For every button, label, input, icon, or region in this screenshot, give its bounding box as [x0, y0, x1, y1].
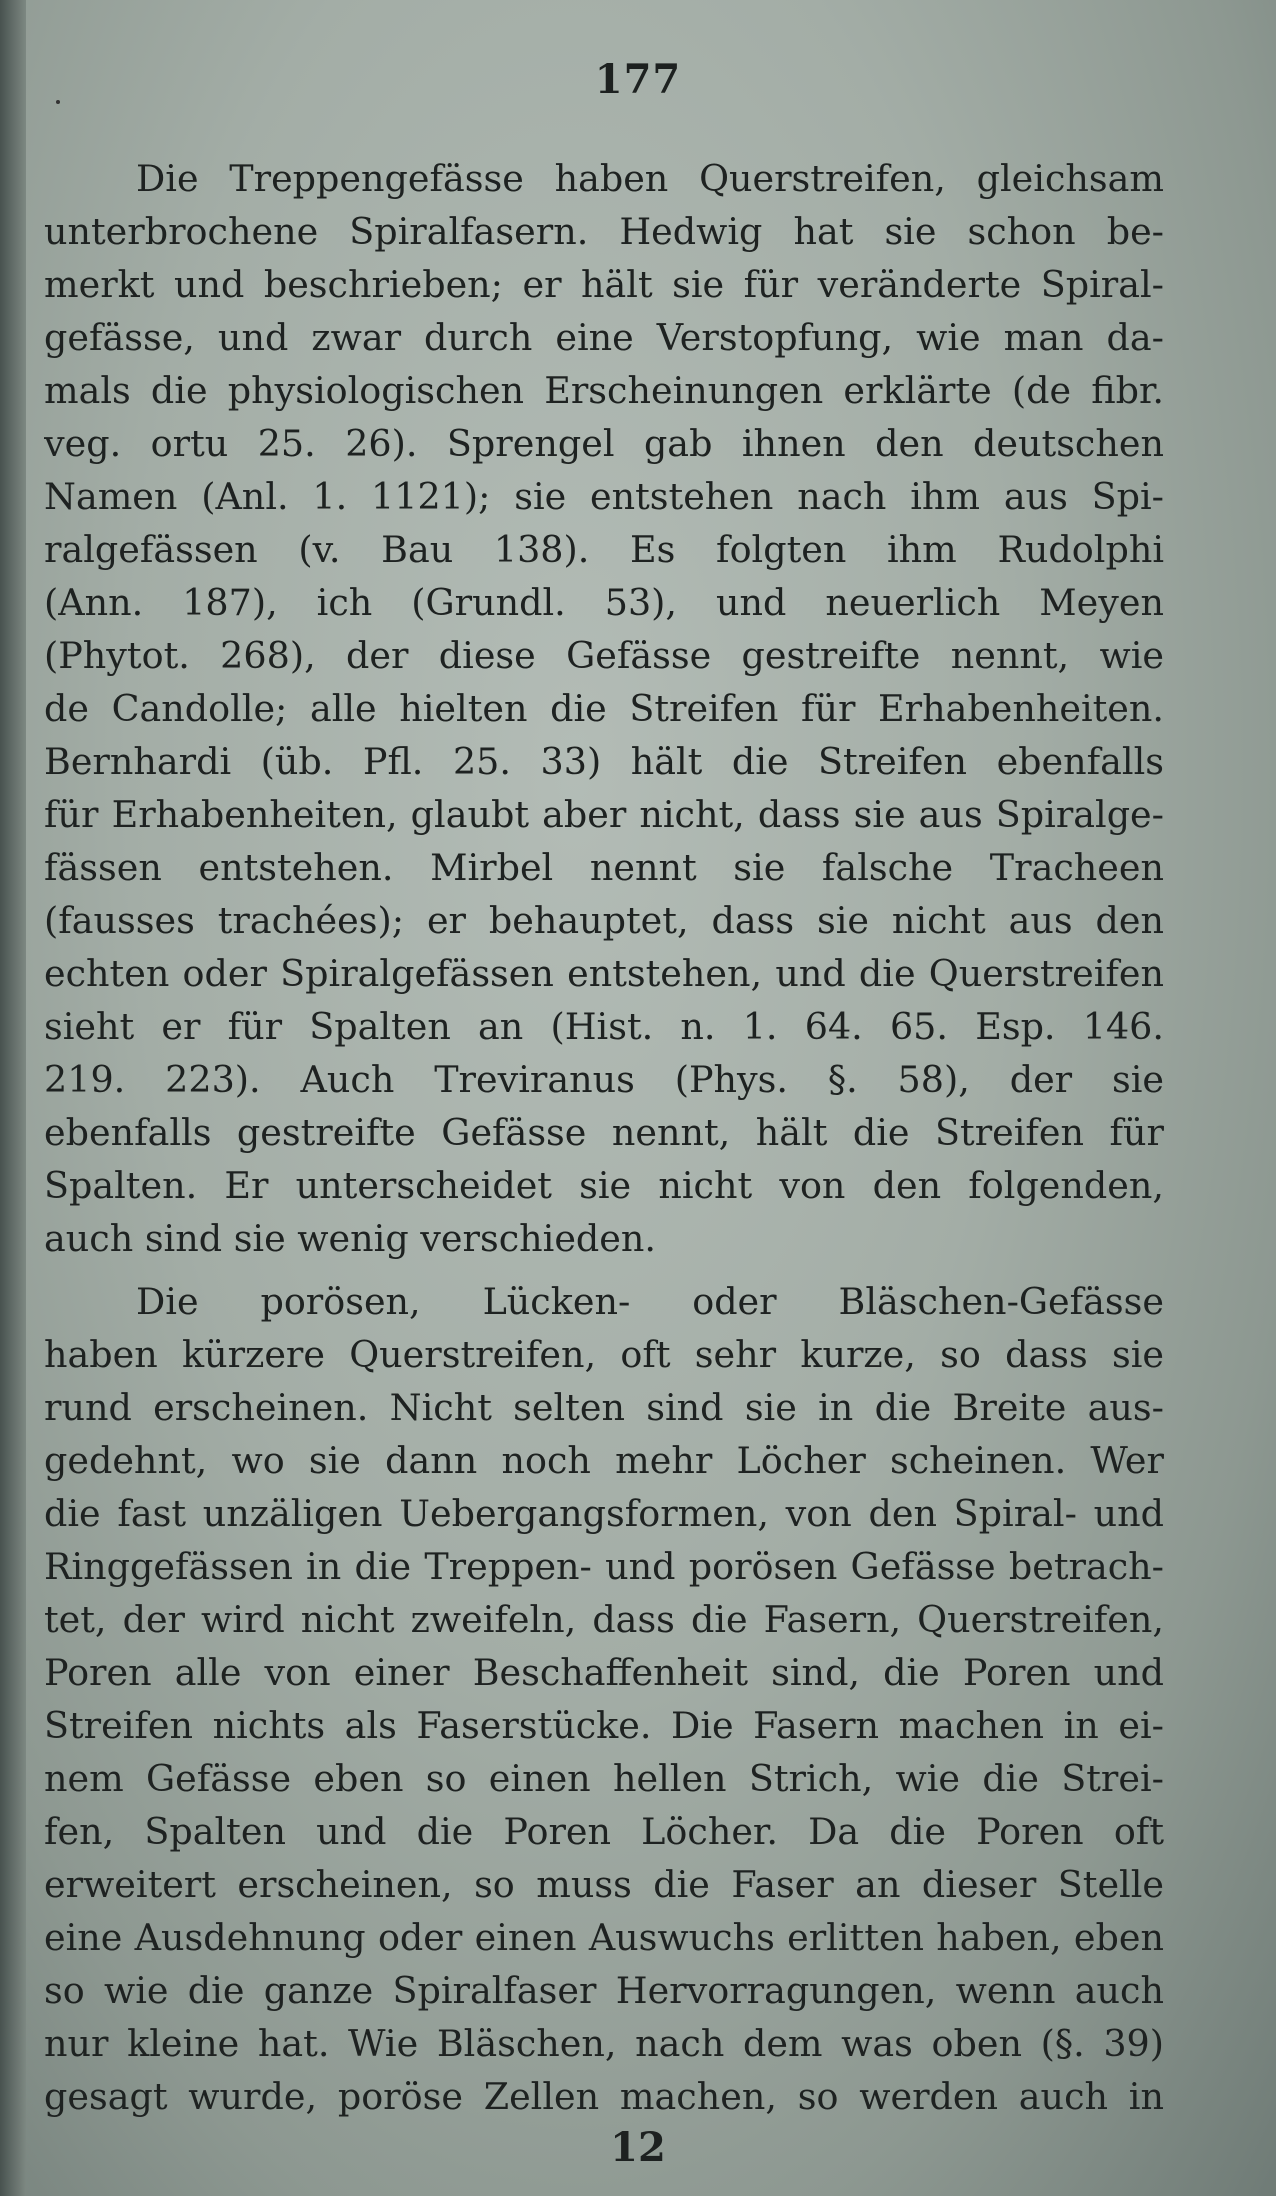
- page-number: 177: [594, 56, 682, 103]
- text-line: mals die physiologischen Erscheinungen erklärte (de fibr.: [44, 369, 1164, 412]
- text-line: ebenfalls gestreifte Gefässe nennt, hält die Streifen für: [44, 1111, 1164, 1154]
- page-gutter-shadow: [0, 0, 26, 2196]
- text-line: erweitert erscheinen, so muss die Faser an dieser Stelle: [44, 1863, 1164, 1906]
- text-line: auch sind sie wenig verschieden.: [44, 1217, 656, 1260]
- text-line: (Ann. 187), ich (Grundl. 53), und neuerlich Meyen: [44, 581, 1164, 624]
- text-line: echten oder Spiralgefässen entstehen, und die Querstreifen: [44, 952, 1164, 995]
- text-line: eine Ausdehnung oder einen Auswuchs erlitten haben, eben: [44, 1916, 1164, 1959]
- text-line: ralgefässen (v. Bau 138). Es folgten ihm Rudolphi: [44, 528, 1164, 571]
- text-line: fässen entstehen. Mirbel nennt sie falsche Tracheen: [44, 846, 1164, 889]
- text-line: haben kürzere Querstreifen, oft sehr kurze, so dass sie: [44, 1333, 1164, 1376]
- text-line: de Candolle; alle hielten die Streifen für Erhabenheiten.: [44, 687, 1164, 730]
- text-line: Die Treppengefässe haben Querstreifen, gleichsam: [136, 157, 1164, 200]
- text-line: veg. ortu 25. 26). Sprengel gab ihnen den deutschen: [44, 422, 1164, 465]
- text-line: Die porösen, Lücken- oder Bläschen-Gefässe: [136, 1280, 1164, 1323]
- text-line: so wie die ganze Spiralfaser Hervorragungen, wenn auch: [44, 1969, 1164, 2012]
- paragraph-2: [44, 1275, 1164, 2123]
- text-line: merkt und beschrieben; er hält sie für veränderte Spiral-: [44, 263, 1164, 306]
- text-line: nur kleine hat. Wie Bläschen, nach dem was oben (§. 39): [44, 2022, 1164, 2065]
- text-line: 219. 223). Auch Treviranus (Phys. §. 58), der sie: [44, 1058, 1164, 1101]
- text-line: sieht er für Spalten an (Hist. n. 1. 64. 65. Esp. 146.: [44, 1005, 1164, 1048]
- text-line: unterbrochene Spiralfasern. Hedwig hat sie schon be-: [44, 210, 1164, 253]
- text-line: Streifen nichts als Faserstücke. Die Fasern machen in ei-: [44, 1704, 1164, 1747]
- text-line: die fast unzäligen Uebergangsformen, von den Spiral- und: [44, 1492, 1164, 1535]
- text-line: Bernhardi (üb. Pfl. 25. 33) hält die Streifen ebenfalls: [44, 740, 1164, 783]
- body-text: [44, 152, 1164, 2123]
- text-line: nem Gefässe eben so einen hellen Strich, wie die Strei-: [44, 1757, 1164, 1800]
- signature-mark: 12: [610, 2124, 666, 2171]
- text-line: (fausses trachées); er behauptet, dass sie nicht aus den: [44, 899, 1164, 942]
- paragraph-1: [44, 152, 1164, 1265]
- text-line: Namen (Anl. 1. 1121); sie entstehen nach ihm aus Spi-: [44, 475, 1164, 518]
- text-line: für Erhabenheiten, glaubt aber nicht, dass sie aus Spiralge-: [44, 793, 1164, 836]
- text-line: gefässe, und zwar durch eine Verstopfung, wie man da-: [44, 316, 1164, 359]
- paragraph-gap: [44, 1265, 1164, 1275]
- text-line: gesagt wurde, poröse Zellen machen, so werden auch in: [44, 2075, 1164, 2118]
- text-line: fen, Spalten und die Poren Löcher. Da die Poren oft: [44, 1810, 1164, 1853]
- text-line: Ringgefässen in die Treppen- und porösen Gefässe betrach-: [44, 1545, 1164, 1588]
- text-line: gedehnt, wo sie dann noch mehr Löcher scheinen. Wer: [44, 1439, 1164, 1482]
- text-line: tet, der wird nicht zweifeln, dass die Fasern, Querstreifen,: [44, 1598, 1164, 1641]
- text-line: rund erscheinen. Nicht selten sind sie in die Breite aus-: [44, 1386, 1164, 1429]
- text-line: Spalten. Er unterscheidet sie nicht von den folgenden,: [44, 1164, 1164, 1207]
- text-line: Poren alle von einer Beschaffenheit sind, die Poren und: [44, 1651, 1164, 1694]
- text-line: (Phytot. 268), der diese Gefässe gestreifte nennt, wie: [44, 634, 1164, 677]
